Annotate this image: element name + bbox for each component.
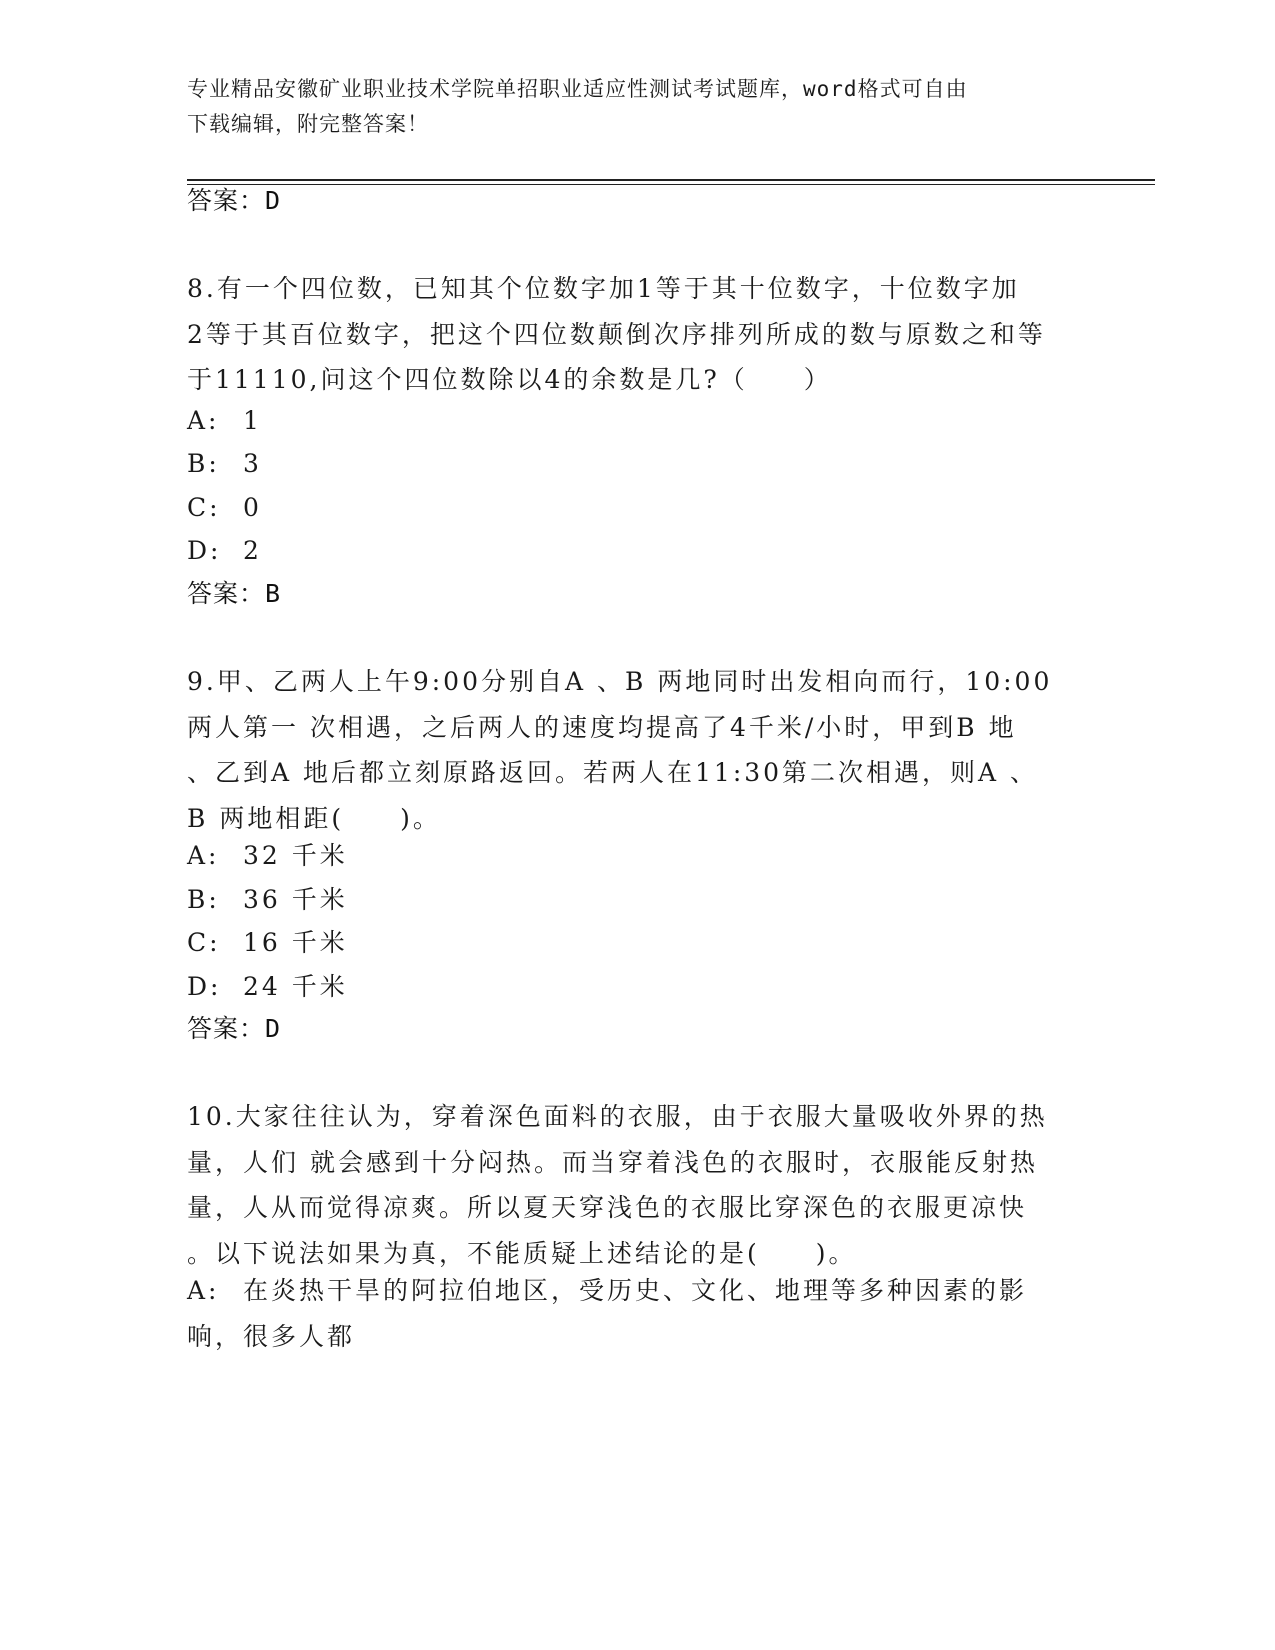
option-text: 3: [243, 449, 262, 478]
document-header: [187, 72, 1087, 142]
option-label: A:: [187, 841, 220, 870]
header-line-1: 专业精品安徽矿业职业技术学院单招职业适应性测试考试题库，word格式可自由: [187, 77, 968, 101]
question-10-line-4: 。以下说法如果为真，不能质疑上述结论的是( )。: [187, 1238, 857, 1268]
document-page: [187, 0, 1157, 1650]
option-text: 36 千米: [243, 885, 348, 914]
question-9-line-3: 、乙到A 地后都立刻原路返回。若两人在11:30第二次相遇，则A 、: [187, 758, 1039, 787]
option-text: 24 千米: [243, 972, 348, 1001]
option-label: B:: [187, 449, 220, 478]
option-text: 32 千米: [243, 841, 348, 870]
question-8-line-1: 8.有一个四位数，已知其个位数字加1等于其十位数字，十位数字加: [187, 274, 1020, 303]
question-8-line-2: 2等于其百位数字，把这个四位数颠倒次序排列所成的数与原数之和等: [187, 319, 1046, 349]
option-text-line-1: 在炎热干旱的阿拉伯地区，受历史、文化、地理等多种因素的影: [243, 1276, 1028, 1305]
question-9-option-b: [187, 877, 1087, 923]
option-label: B:: [187, 885, 220, 914]
question-10-line-2: 量，人们 就会感到十分闷热。而当穿着浅色的衣服时，衣服能反射热: [187, 1147, 1038, 1177]
question-9-line-4: B 两地相距( )。: [187, 803, 441, 833]
question-8-option-a: [187, 398, 1087, 444]
option-text: 16 千米: [243, 928, 348, 957]
question-8-line-3: 于11110,问这个四位数除以4的余数是几?（ ）: [187, 365, 832, 394]
option-label: A:: [187, 406, 220, 435]
header-divider: [187, 179, 1155, 181]
question-9-option-a: [187, 833, 1087, 879]
question-10-line-1: 10.大家往往认为，穿着深色面料的衣服，由于衣服大量吸收外界的热: [187, 1102, 1048, 1131]
option-text: 1: [243, 406, 262, 435]
question-9-option-c: [187, 920, 1087, 966]
option-text: 2: [243, 536, 262, 565]
option-text-line-2: 响，很多人都: [187, 1321, 356, 1351]
question-9: [187, 659, 1087, 841]
question-8-option-c: [187, 485, 1087, 531]
question-10: [187, 1094, 1087, 1276]
option-label: D:: [187, 536, 222, 565]
answer-q7: 答案：D: [187, 186, 282, 215]
question-9-line-2: 两人第一 次相遇，之后两人的速度均提高了4千米/小时，甲到B 地: [187, 712, 1017, 742]
question-9-option-d: [187, 964, 1087, 1010]
option-label: A:: [187, 1276, 220, 1305]
question-8-option-b: [187, 441, 1087, 487]
question-9-line-1: 9.甲、乙两人上午9:00分别自A 、B 两地同时出发相向而行，10:00: [187, 667, 1053, 696]
question-10-line-3: 量，人从而觉得凉爽。所以夏天穿浅色的衣服比穿深色的衣服更凉快: [187, 1193, 1028, 1222]
question-10-option-a: [187, 1268, 1087, 1359]
header-divider-thin: [187, 184, 1155, 185]
option-label: D:: [187, 972, 222, 1001]
option-text: 0: [243, 493, 262, 522]
answer-q8: 答案：B: [187, 579, 282, 608]
answer-q9: 答案：D: [187, 1014, 282, 1043]
option-label: C:: [187, 493, 221, 522]
question-8: [187, 266, 1087, 403]
option-label: C:: [187, 928, 221, 957]
header-line-2: 下载编辑，附完整答案！: [187, 112, 429, 136]
question-8-option-d: [187, 528, 1087, 574]
